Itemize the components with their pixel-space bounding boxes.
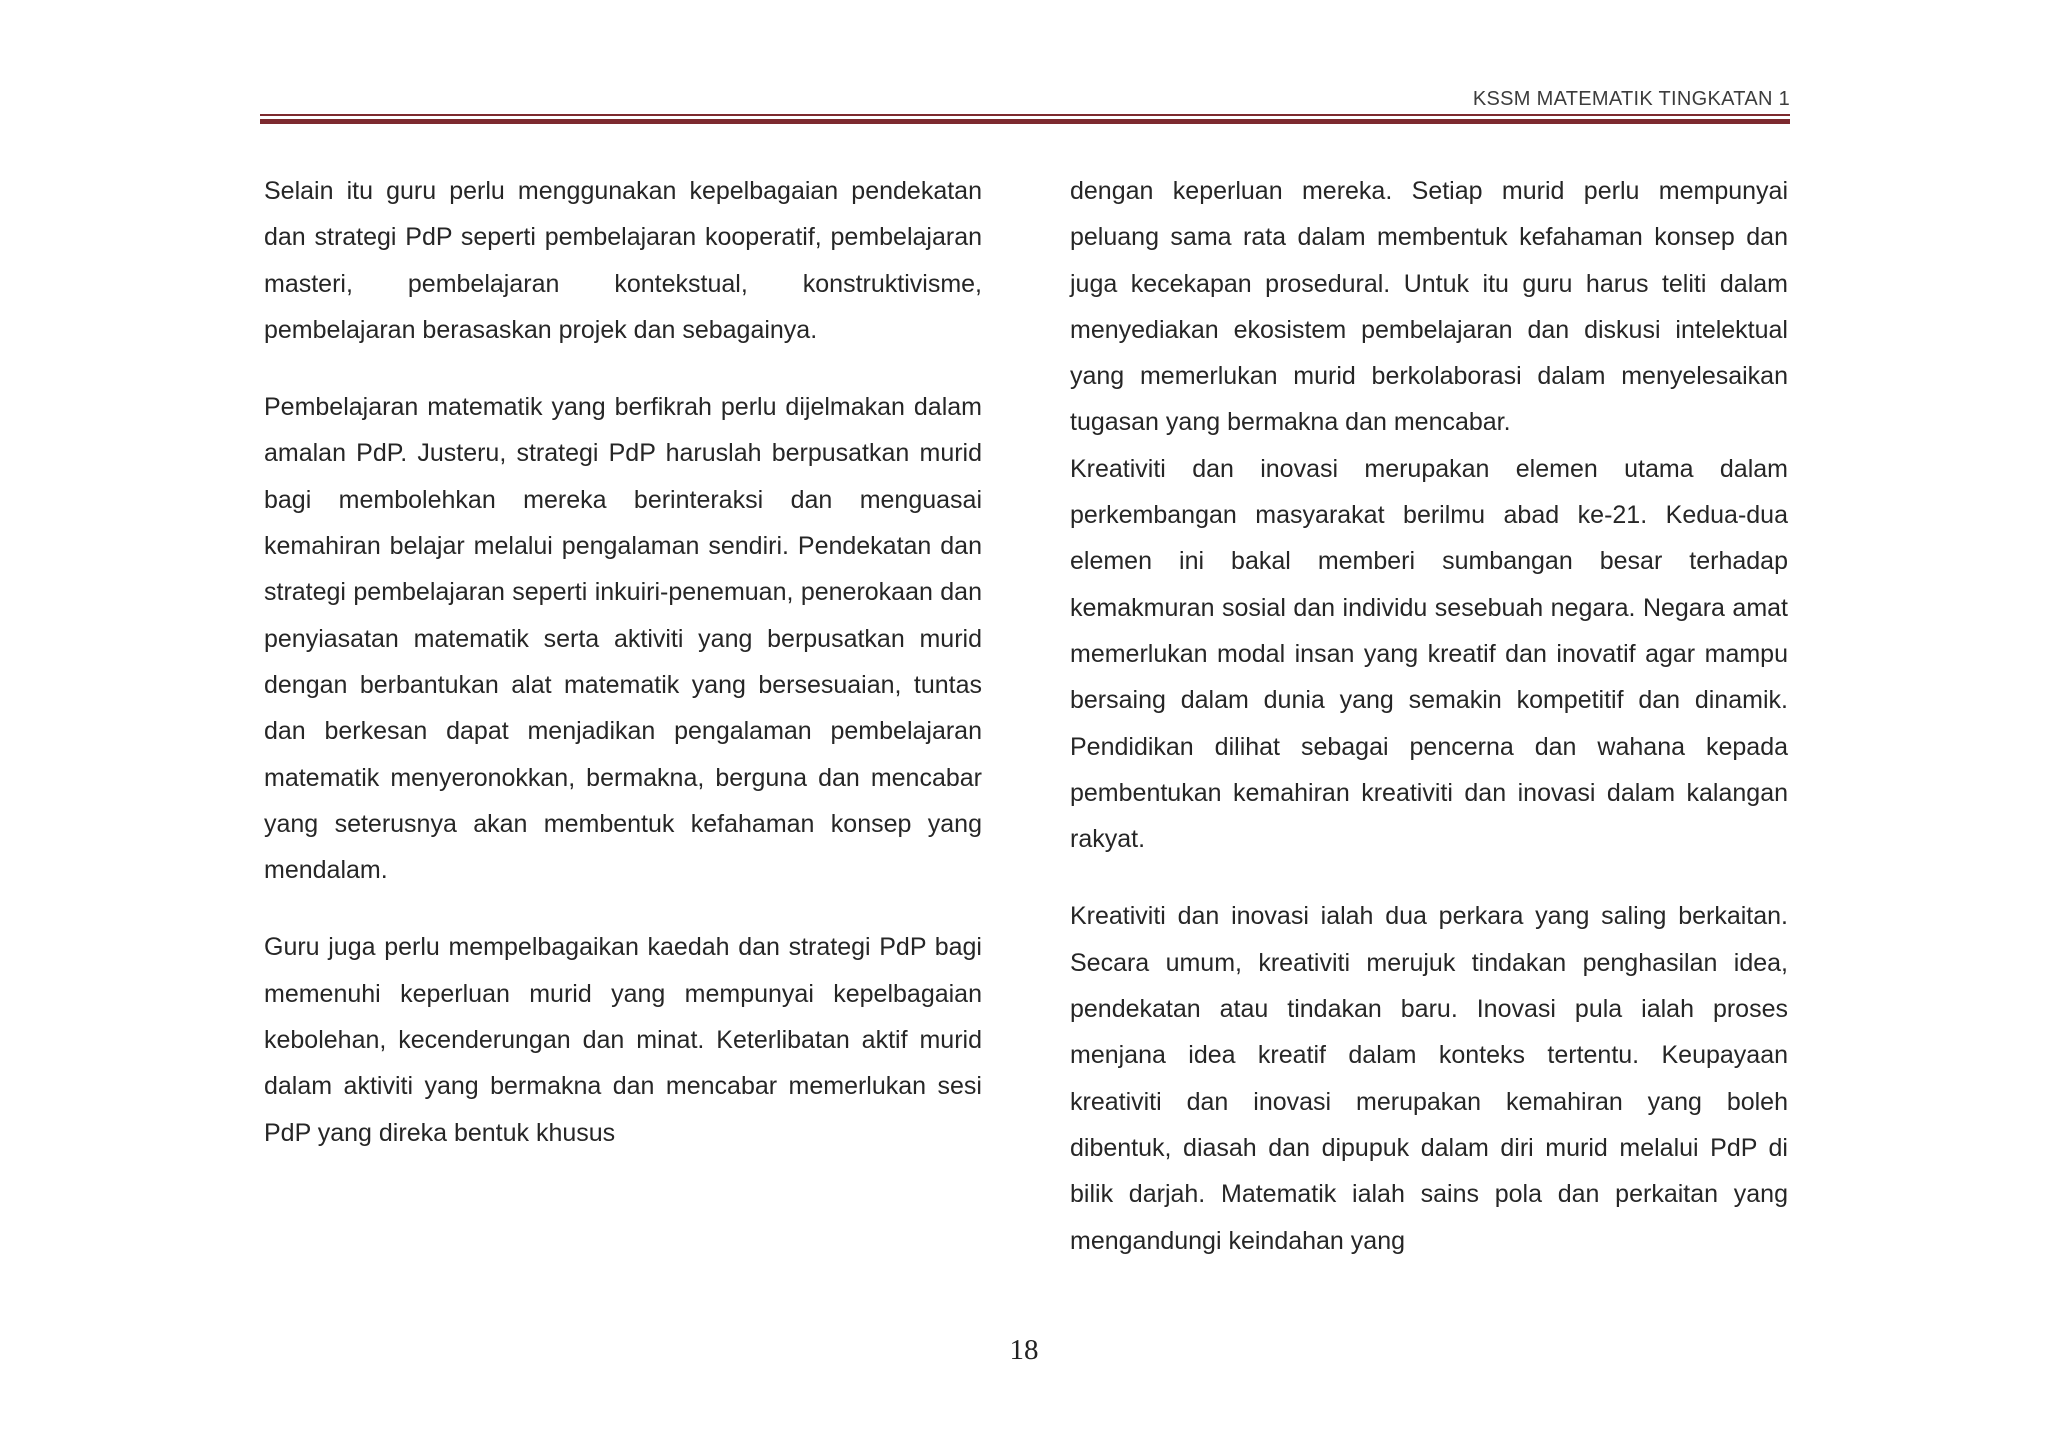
header-divider-thick-line bbox=[260, 119, 1790, 124]
left-paragraph-3: Guru juga perlu mempelbagaikan kaedah dan strategi PdP bagi memenuhi keperluan murid yang mempunyai kepelbagaian kebolehan, kecenderungan dan minat. Keterlibatan aktif murid dalam aktiviti yang bermakna dan mencabar memerlukan sesi PdP yang direka bentuk khusus bbox=[264, 933, 982, 1147]
page-number: 18 bbox=[1009, 1334, 1039, 1366]
left-text-column bbox=[264, 168, 982, 1187]
left-paragraph-2: Pembelajaran matematik yang berfikrah perlu dijelmakan dalam amalan PdP. Justeru, strategi PdP haruslah berpusatkan murid bagi membolehkan mereka berinteraksi dan menguasai kemahiran belajar melalui pengalaman sendiri. Pendekatan dan strategi pembelajaran seperti inkuiri-penemuan, penerokaan dan penyiasatan matematik serta aktiviti yang berpusatkan murid dengan berbantukan alat matematik yang bersesuaian, tuntas dan berkesan dapat menjadikan pengalaman pembelajaran matematik menyeronokkan, bermakna, berguna dan mencabar yang seterusnya akan membentuk kefahaman konsep yang mendalam. bbox=[264, 393, 982, 885]
right-paragraph-2: Kreativiti dan inovasi merupakan elemen utama dalam perkembangan masyarakat berilmu abad ke-21. Kedua-dua elemen ini bakal memberi sumbangan besar terhadap kemakmuran sosial dan individu sesebuah negara. Negara amat memerlukan modal insan yang kreatif dan inovatif agar mampu bersaing dalam dunia yang semakin kompetitif dan dinamik. Pendidikan dilihat sebagai pencerna dan wahana kepada pembentukan kemahiran kreativiti dan inovasi dalam kalangan rakyat. bbox=[1070, 454, 1788, 854]
running-header-title: KSSM MATEMATIK TINGKATAN 1 bbox=[1472, 88, 1790, 110]
right-paragraph-1: dengan keperluan mereka. Setiap murid perlu mempunyai peluang sama rata dalam membentuk kefahaman konsep dan juga kecekapan prosedural. Untuk itu guru harus teliti dalam menyediakan ekosistem pembelajaran dan diskusi intelektual yang memerlukan murid berkolaborasi dalam menyelesaikan tugasan yang bermakna dan mencabar. bbox=[1070, 177, 1788, 437]
right-paragraph-3: Kreativiti dan inovasi ialah dua perkara yang saling berkaitan. Secara umum, kreativiti merujuk tindakan penghasilan idea, pendekatan atau tindakan baru. Inovasi pula ialah proses menjana idea kreatif dalam konteks tertentu. Keupayaan kreativiti dan inovasi merupakan kemahiran yang boleh dibentuk, diasah dan dipupuk dalam diri murid melalui PdP di bilik darjah. Matematik ialah sains pola dan perkaitan yang mengandungi keindahan yang bbox=[1070, 902, 1788, 1255]
left-paragraph-1: Selain itu guru perlu menggunakan kepelbagaian pendekatan dan strategi PdP seperti pembelajaran kooperatif, pembelajaran masteri, pembelajaran kontekstual, konstruktivisme, pembelajaran berasaskan projek dan sebagainya. bbox=[264, 177, 982, 344]
right-text-column bbox=[1070, 168, 1788, 1295]
header-divider-thin-line bbox=[260, 114, 1790, 116]
header-divider bbox=[260, 114, 1790, 126]
